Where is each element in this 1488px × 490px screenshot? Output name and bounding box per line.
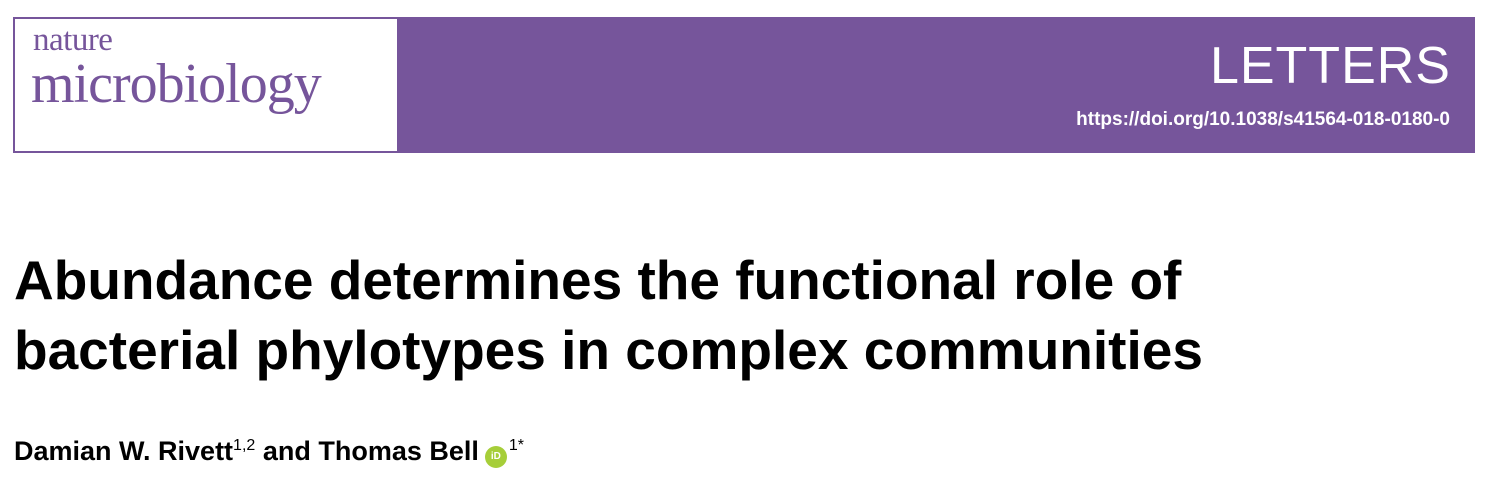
title-line-2: bacterial phylotypes in complex communities bbox=[14, 319, 1203, 381]
article-title bbox=[14, 245, 1454, 385]
journal-logo-line1: nature bbox=[33, 22, 113, 58]
author-connector: and bbox=[262, 436, 311, 466]
author-affiliation: 1* bbox=[508, 437, 525, 454]
author-name[interactable]: Thomas Bell bbox=[318, 436, 479, 466]
orcid-icon[interactable]: iD bbox=[485, 446, 507, 468]
title-line-1: Abundance determines the functional role of bbox=[14, 249, 1182, 311]
author-list bbox=[14, 438, 524, 468]
journal-logo-line2: microbiology bbox=[31, 53, 321, 115]
doi-link[interactable]: https://doi.org/10.1038/s41564-018-0180-0 bbox=[1076, 109, 1450, 130]
section-label: LETTERS bbox=[1209, 37, 1451, 95]
author-affiliation: 1,2 bbox=[233, 437, 256, 454]
author-name[interactable]: Damian W. Rivett bbox=[14, 436, 234, 466]
